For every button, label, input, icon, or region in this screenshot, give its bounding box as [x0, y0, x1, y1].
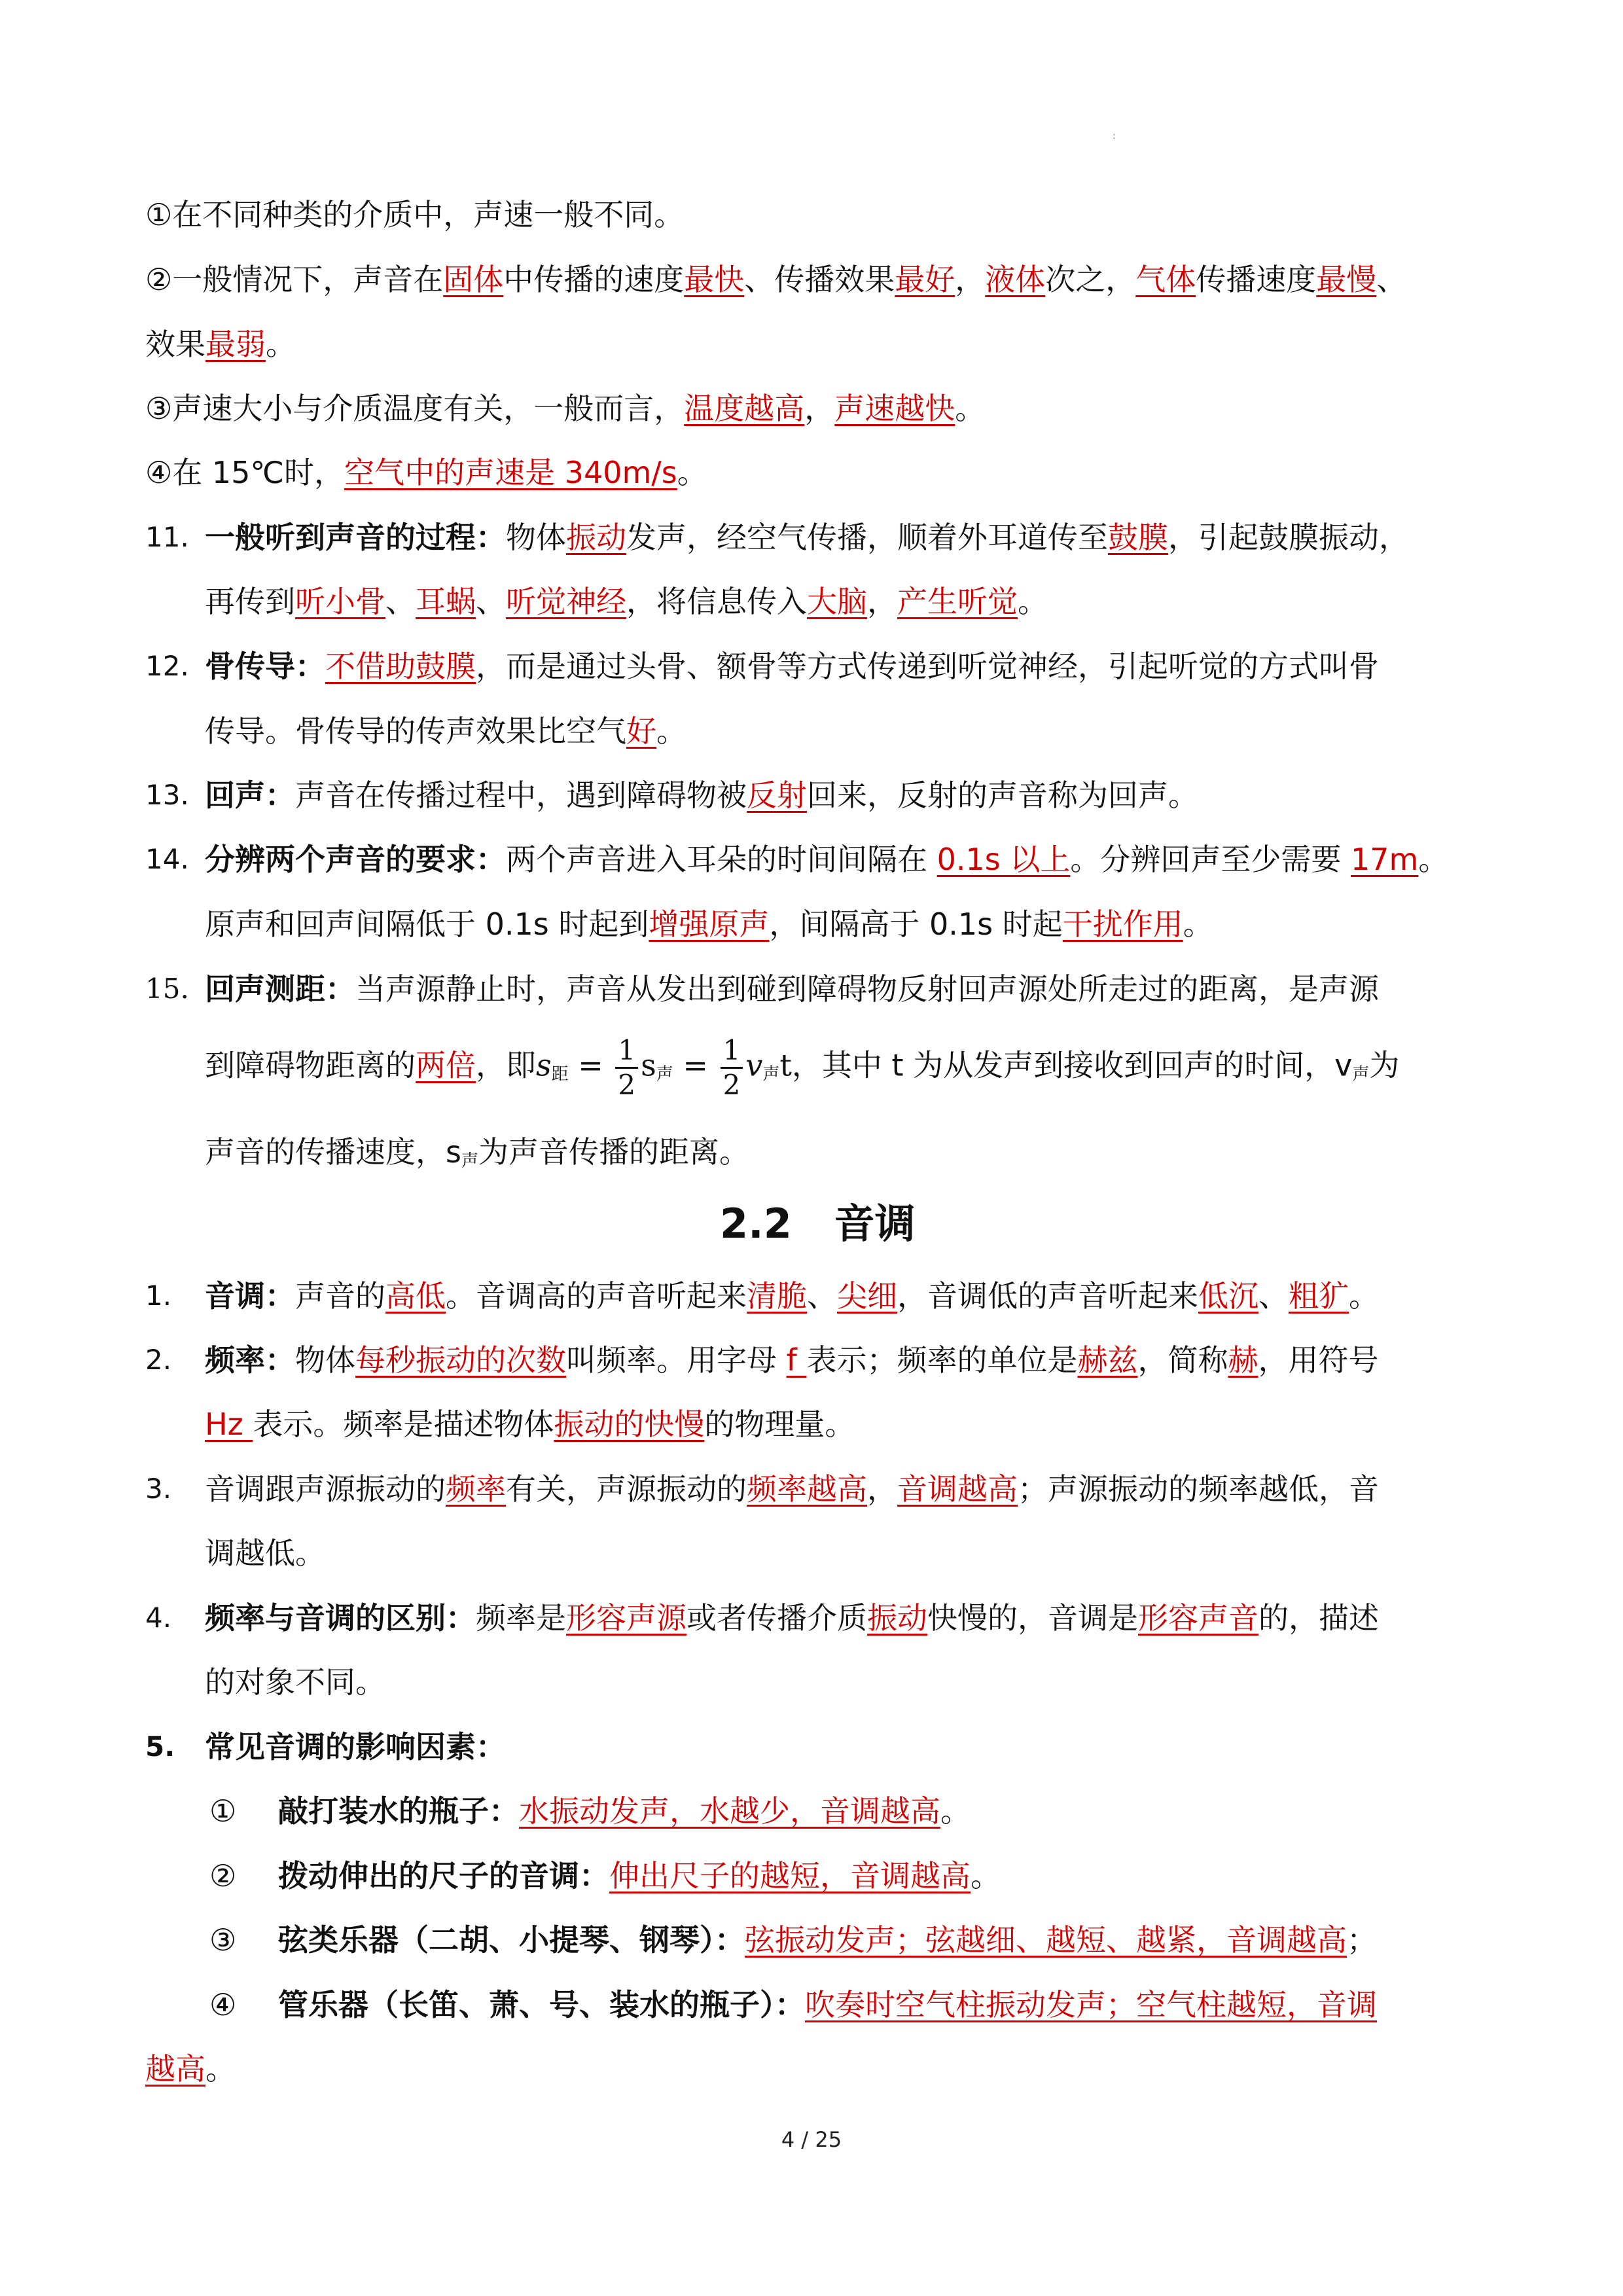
page-number: 4 / 25	[781, 2127, 842, 2152]
item-15-number: 15.	[145, 973, 189, 1005]
pitch-item-1-number: 1.	[145, 1280, 172, 1312]
item-14-line-1: 分辨两个声音的要求：两个声音进入耳朵的时间间隔在 0.1s 以上。分辨回声至少需要 17m。	[205, 842, 1449, 877]
circle-2-marker: ②	[209, 1858, 237, 1893]
pitch-item-5: 常见音调的影响因素：	[205, 1729, 506, 1765]
pitch-item-3-number: 3.	[145, 1473, 172, 1505]
para-2: ②一般情况下，声音在固体中传播的速度最快、传播效果最好，液体次之，气体传播速度最慢、	[145, 262, 1407, 297]
factor-3: 弦类乐器（二胡、小提琴、钢琴）：弦振动发声；弦越细、越短、越紧，音调越高；	[278, 1922, 1377, 1958]
item-12-number: 12.	[145, 650, 189, 682]
pitch-item-4-line-1: 频率与音调的区别：频率是形容声源或者传播介质振动快慢的，音调是形容声音的，描述	[205, 1600, 1379, 1636]
item-14-line-2: 原声和回声间隔低于 0.1s 时起到增强原声，间隔高于 0.1s 时起干扰作用。	[205, 906, 1213, 942]
item-15-line-2: 到障碍物距离的两倍，即$s_距$ = $\frac{1}{2}$ $s_声$ = $\frac{1}{2}$ $v_声t$，其中 t 为从发声到接收到回声的时间，$v_声$为	[205, 1034, 1399, 1104]
para-1: ①在不同种类的介质中，声速一般不同。	[145, 197, 685, 232]
pitch-item-4-line-2: 的对象不同。	[205, 1664, 385, 1700]
para-4: ④在 15℃时，空气中的声速是 340m/s。	[145, 455, 707, 490]
item-15-line-1: 回声测距：当声源静止时，声音从发出到碰到障碍物反射回声源处所走过的距离，是声源	[205, 971, 1379, 1007]
circle-1-marker: ①	[209, 1793, 237, 1829]
factor-4-line-1: 管乐器（长笛、萧、号、装水的瓶子）：吹奏时空气柱振动发声；空气柱越短，音调	[278, 1987, 1377, 2022]
item-13-number: 13.	[145, 779, 189, 811]
item-14-number: 14.	[145, 843, 189, 875]
item-15-line-3: 声音的传播速度，$s_声$为声音传播的距离。	[205, 1134, 749, 1171]
item-11-line-1: 一般听到声音的过程：物体振动发声，经空气传播，顺着外耳道传至鼓膜，引起鼓膜振动，	[205, 520, 1409, 555]
item-12-line-1: 骨传导：不借助鼓膜，而是通过头骨、额骨等方式传递到听觉神经，引起听觉的方式叫骨	[205, 649, 1379, 684]
factor-1: 敲打装水的瓶子：水振动发声，水越少，音调越高。	[278, 1793, 971, 1829]
stray-mark: :	[1113, 131, 1116, 141]
circle-4-marker: ④	[209, 1987, 237, 2022]
pitch-item-4-number: 4.	[145, 1602, 172, 1634]
item-13: 回声：声音在传播过程中，遇到障碍物被反射回来，反射的声音称为回声。	[205, 778, 1198, 813]
echo-distance-formula: $s_距$ = $\frac{1}{2}$ $s_声$ = $\frac{1}{2}$ $v_声t$	[536, 1034, 792, 1101]
circle-3-marker: ③	[209, 1922, 237, 1958]
pitch-item-2-line-1: 频率：物体每秒振动的次数叫频率。用字母 f 表示；频率的单位是赫兹，简称赫，用符号	[205, 1342, 1379, 1378]
pitch-item-2-line-2: Hz 表示。频率是描述物体振动的快慢的物理量。	[205, 1407, 855, 1442]
para-3: ③声速大小与介质温度有关，一般而言，温度越高，声速越快。	[145, 391, 986, 426]
factor-2: 拨动伸出的尺子的音调：伸出尺子的越短，音调越高。	[278, 1858, 1001, 1893]
pitch-item-2-number: 2.	[145, 1344, 172, 1376]
item-11-line-2: 再传到听小骨、耳蜗、听觉神经，将信息传入大脑，产生听觉。	[205, 584, 1048, 619]
pitch-item-3-line-1: 音调跟声源振动的频率有关，声源振动的频率越高，音调越高；声源振动的频率越低，音	[205, 1471, 1379, 1507]
item-12-line-2: 传导。骨传导的传声效果比空气好。	[205, 713, 687, 749]
para-2-cont: 效果最弱。	[145, 327, 296, 362]
item-11-number: 11.	[145, 521, 189, 553]
pitch-item-3-line-2: 调越低。	[205, 1535, 325, 1571]
section-heading: 2.2 音调	[720, 1200, 916, 1247]
pitch-item-1: 音调：声音的高低。音调高的声音听起来清脆、尖细，音调低的声音听起来低沉、粗犷。	[205, 1278, 1379, 1314]
pitch-item-5-number: 5.	[145, 1731, 175, 1763]
factor-4-line-2: 越高。	[145, 2051, 236, 2087]
